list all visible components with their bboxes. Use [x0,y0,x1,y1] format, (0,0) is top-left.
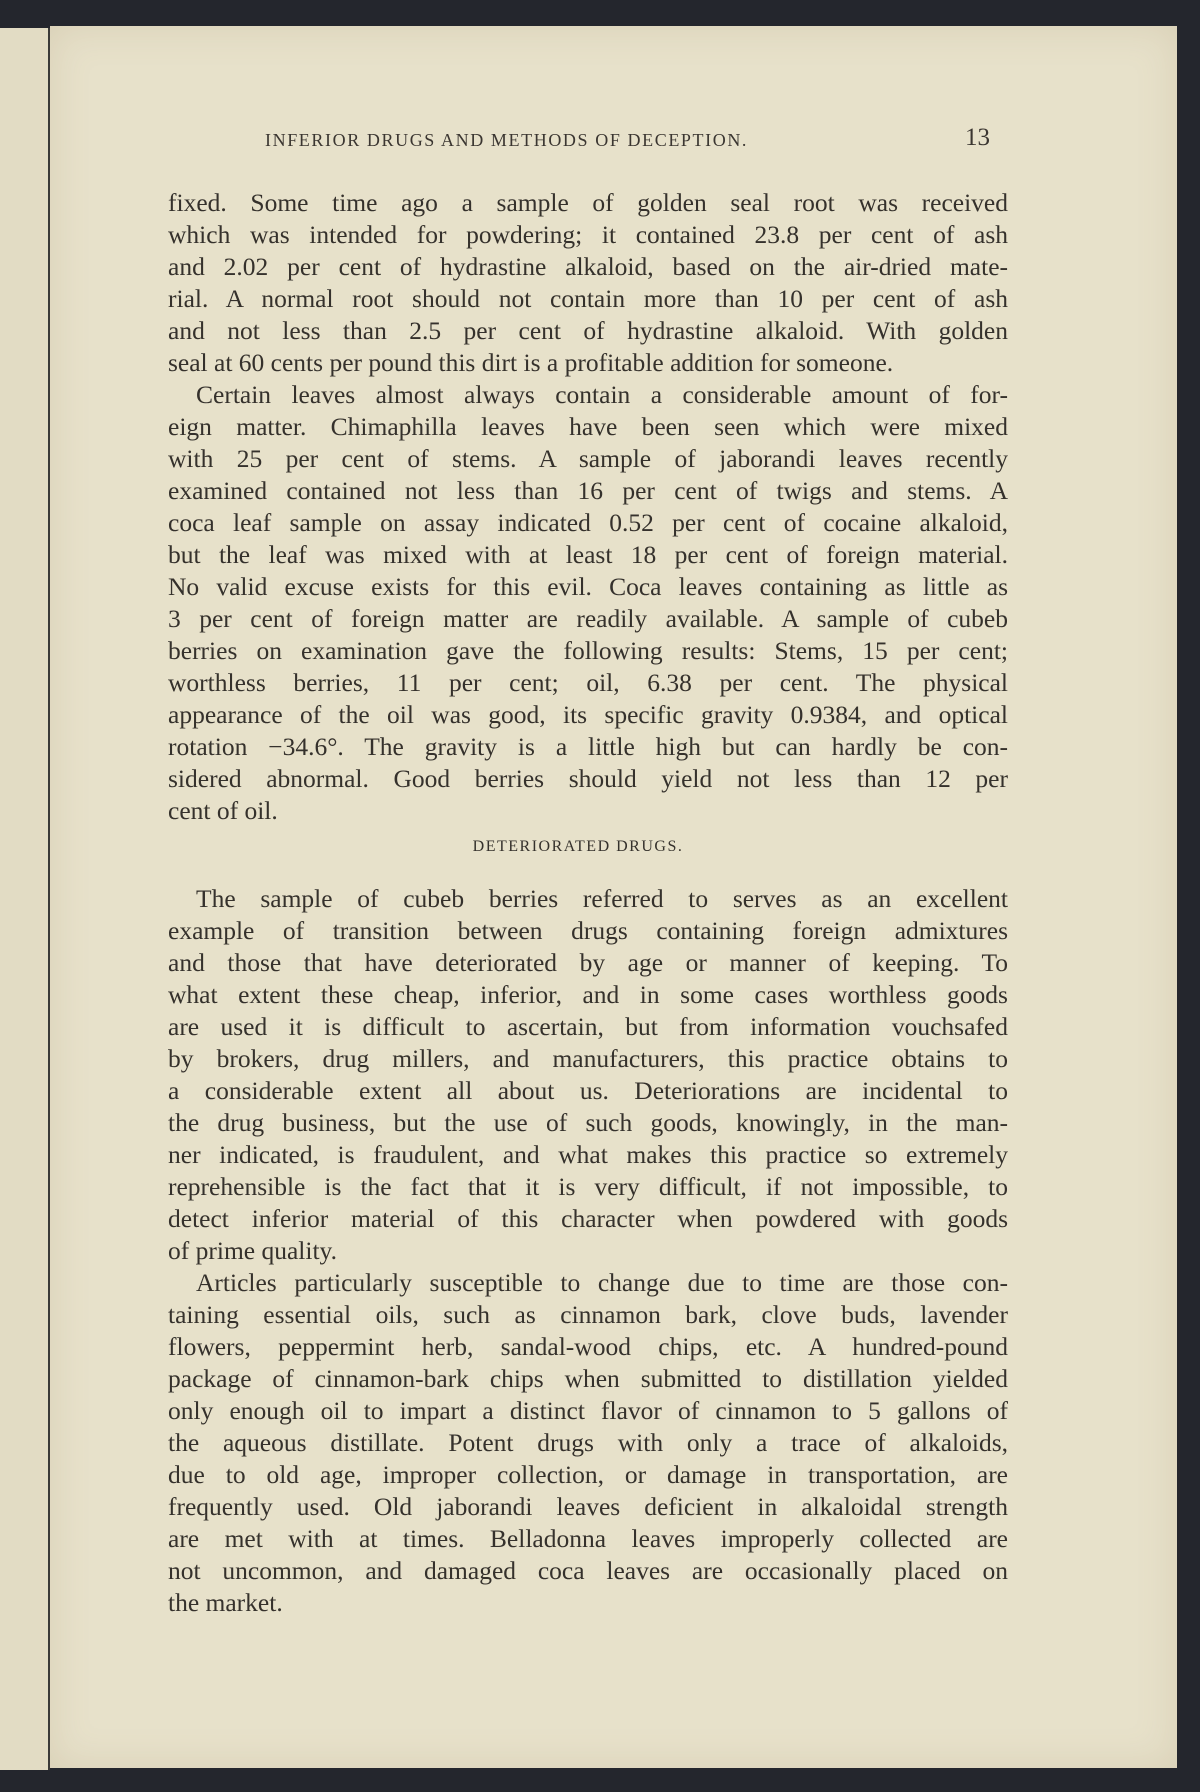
text-line: are met with at times. Belladonna leaves improperly collected are [168,1524,1008,1553]
text-line: of prime quality. [168,1236,338,1265]
text-line: rial. A normal root should not contain more than 10 per cent of ash [168,284,1008,313]
text-line: with 25 per cent of stems. A sample of jaborandi leaves recently [168,444,1008,473]
text-line: the drug business, but the use of such goods, knowingly, in the man- [168,1108,1008,1137]
text-line: flowers, peppermint herb, sandal-wood chips, etc. A hundred-pound [168,1332,1008,1361]
text-line: frequently used. Old jaborandi leaves deficient in alkaloidal strength [168,1492,1008,1521]
paragraphs-before-heading [168,187,1008,827]
text-line: cent of oil. [168,796,278,825]
body-text [168,187,1008,1619]
text-line: seal at 60 cents per pound this dirt is a profitable addition for someone. [168,348,894,377]
text-line: due to old age, improper collection, or damage in transportation, are [168,1460,1008,1489]
text-line: example of transition between drugs containing foreign admixtures [168,916,1008,945]
text-line: eign matter. Chimaphilla leaves have been seen which were mixed [168,412,1008,441]
text-line: not uncommon, and damaged coca leaves are occasionally placed on [168,1556,1008,1585]
paragraph [168,379,1008,827]
text-line: detect inferior material of this character when powdered with goods [168,1204,1008,1233]
text-line: Certain leaves almost always contain a considerable amount of for- [196,380,1008,409]
text-line: taining essential oils, such as cinnamon bark, clove buds, lavender [168,1300,1008,1329]
text-line: worthless berries, 11 per cent; oil, 6.38 per cent. The physical [168,668,1008,697]
text-line: and not less than 2.5 per cent of hydrastine alkaloid. With golden [168,316,1008,345]
text-line: package of cinnamon-bark chips when submitted to distillation yielded [168,1364,1008,1393]
page-number: 13 [965,124,990,151]
text-line: the aqueous distillate. Potent drugs with only a trace of alkaloids, [168,1428,1008,1457]
text-line: coca leaf sample on assay indicated 0.52 per cent of cocaine alkaloid, [168,508,1008,537]
text-line: reprehensible is the fact that it is very difficult, if not impossible, to [168,1172,1008,1201]
text-line: examined contained not less than 16 per cent of twigs and stems. A [168,476,1008,505]
text-line: fixed. Some time ago a sample of golden seal root was received [168,188,1008,217]
text-line: only enough oil to impart a distinct flavor of cinnamon to 5 gallons of [168,1396,1008,1425]
text-line: appearance of the oil was good, its specific gravity 0.9384, and optical [168,700,1008,729]
text-line: what extent these cheap, inferior, and in some cases worthless goods [168,980,1008,1009]
text-line: ner indicated, is fraudulent, and what makes this practice so extremely [168,1140,1008,1169]
text-line: Articles particularly susceptible to change due to time are those con- [196,1268,1008,1297]
text-line: by brokers, drug millers, and manufacturers, this practice obtains to [168,1044,1008,1073]
text-line: and those that have deteriorated by age or manner of keeping. To [168,948,1008,977]
paragraph [168,883,1008,1267]
text-line: The sample of cubeb berries referred to serves as an excellent [196,884,1008,913]
text-line: sidered abnormal. Good berries should yield not less than 12 per [168,764,1008,793]
paragraph [168,1267,1008,1619]
section-heading: DETERIORATED DRUGS. [472,838,684,855]
paragraphs-after-heading [168,883,1008,1619]
text-line: but the leaf was mixed with at least 18 per cent of foreign material. [168,540,1008,569]
text-line: a considerable extent all about us. Deteriorations are incidental to [168,1076,1008,1105]
text-line: are used it is difficult to ascertain, but from information vouchsafed [168,1012,1008,1041]
book-page [50,26,1177,1768]
text-line: 3 per cent of foreign matter are readily available. A sample of cubeb [168,604,1008,633]
text-line: berries on examination gave the following results: Stems, 15 per cent; [168,636,1008,665]
running-title: INFERIOR DRUGS AND METHODS OF DECEPTION. [265,130,749,150]
text-line: rotation −34.6°. The gravity is a little high but can hardly be con- [168,732,1008,761]
text-line: No valid excuse exists for this evil. Coca leaves containing as little as [168,572,1008,601]
facing-page-edge [0,28,50,1770]
paragraph [168,187,1008,379]
text-line: which was intended for powdering; it contained 23.8 per cent of ash [168,220,1008,249]
text-line: the market. [168,1588,283,1617]
text-line: and 2.02 per cent of hydrastine alkaloid, based on the air-dried mate- [168,252,1008,281]
